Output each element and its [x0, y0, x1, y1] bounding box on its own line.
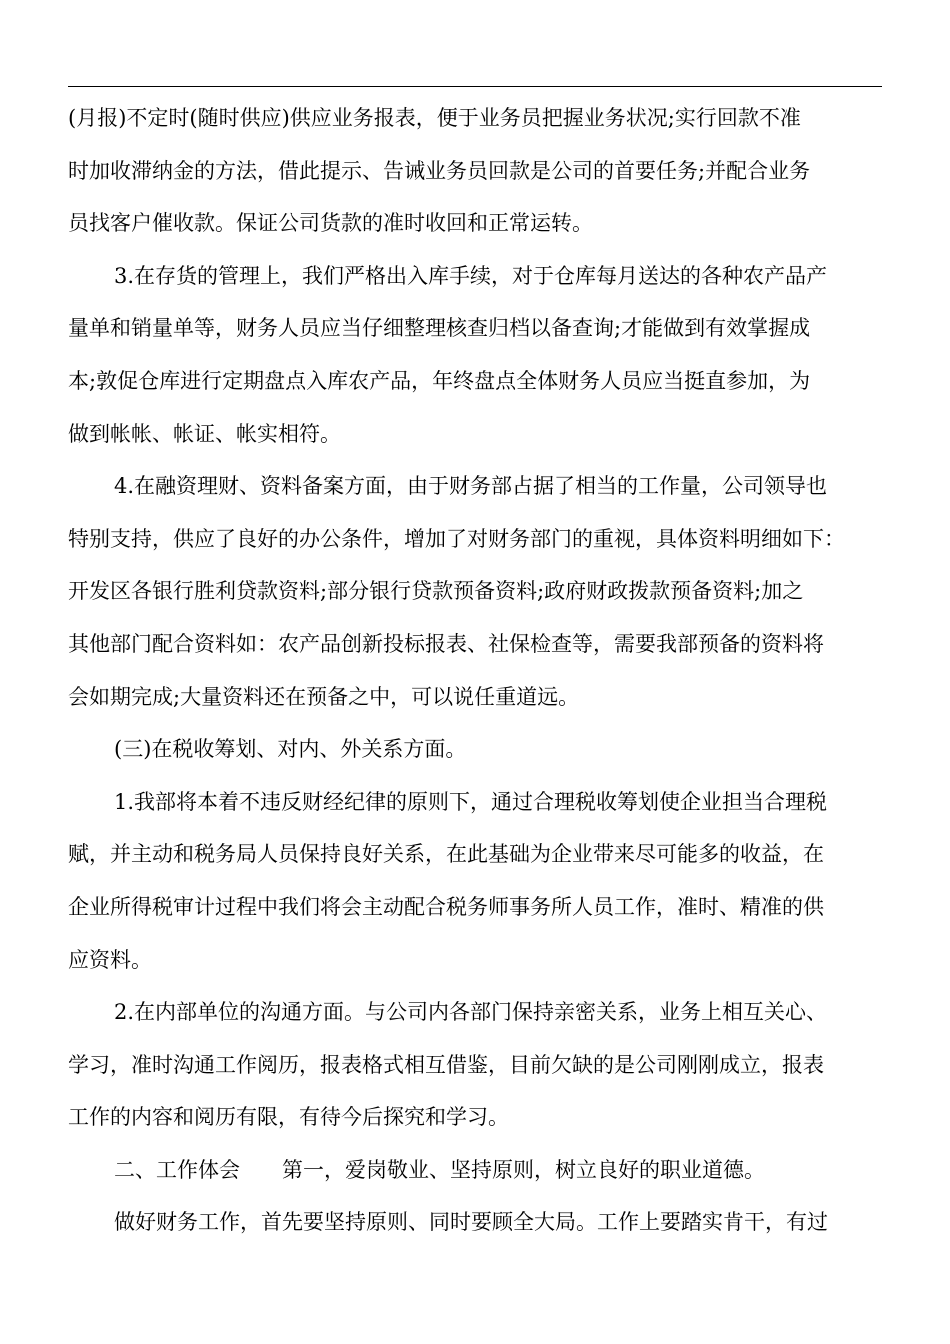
- paragraph-start-line: 4.在融资理财、资料备案方面，由于财务部占据了相当的工作量，公司领导也: [114, 474, 828, 499]
- text-line: 应资料。: [68, 947, 152, 972]
- text-line: 工作的内容和阅历有限，有待今后探究和学习。: [68, 1105, 509, 1130]
- text-line: (月报)不定时(随时供应)供应业务报表，便于业务员把握业务状况;实行回款不准: [68, 106, 801, 130]
- text-line: 做到帐帐、帐证、帐实相符。: [68, 421, 341, 446]
- text-line: 会如期完成;大量资料还在预备之中，可以说任重道远。: [68, 684, 580, 709]
- text-line: 学习，准时沟通工作阅历，报表格式相互借鉴，目前欠缺的是公司刚刚成立，报表: [68, 1052, 824, 1077]
- paragraph-start-line: 做好财务工作，首先要坚持原则、同时要顾全大局。工作上要踏实肯干，有过: [114, 1210, 828, 1235]
- text-line: 开发区各银行胜利贷款资料;部分银行贷款预备资料;政府财政拨款预备资料;加之: [68, 579, 804, 604]
- text-line: 员找客户催收款。保证公司货款的准时收回和正常运转。: [68, 211, 593, 236]
- body-text: [68, 92, 888, 1249]
- text-line: 量单和销量单等，财务人员应当仔细整理核查归档以备查询;才能做到有效掌握成: [68, 316, 811, 341]
- paragraph-start-line: 3.在存货的管理上，我们严格出入库手续，对于仓库每月送达的各种农产品产: [114, 263, 828, 288]
- text-line: 本;敦促仓库进行定期盘点入库农产品，年终盘点全体财务人员应当挺直参加，为: [68, 368, 811, 393]
- header-rule: [68, 86, 882, 87]
- text-line: 赋，并主动和税务局人员保持良好关系，在此基础为企业带来尽可能多的收益，在: [68, 842, 824, 867]
- section-heading-line: (三)在税收筹划、对内、外关系方面。: [114, 737, 467, 762]
- text-line: 时加收滞纳金的方法，借此提示、告诫业务员回款是公司的首要任务;并配合业务: [68, 158, 811, 183]
- paragraph-start-line: 2.在内部单位的沟通方面。与公司内各部门保持亲密关系，业务上相互关心、: [114, 1000, 828, 1025]
- section-heading-tail: 第一，爱岗敬业、坚持原则，树立良好的职业道德。: [282, 1157, 765, 1182]
- text-line: 其他部门配合资料如：农产品创新投标报表、社保检查等，需要我部预备的资料将: [68, 631, 824, 656]
- text-line: 特别支持，供应了良好的办公条件，增加了对财务部门的重视，具体资料明细如下：: [68, 526, 845, 551]
- paragraph-start-line: 1.我部将本着不违反财经纪律的原则下，通过合理税收筹划使企业担当合理税: [114, 789, 828, 814]
- section-heading: 二、工作体会: [114, 1157, 240, 1182]
- section-heading-line: [68, 1144, 888, 1197]
- text-line: 企业所得税审计过程中我们将会主动配合税务师事务所人员工作，准时、精准的供: [68, 894, 824, 919]
